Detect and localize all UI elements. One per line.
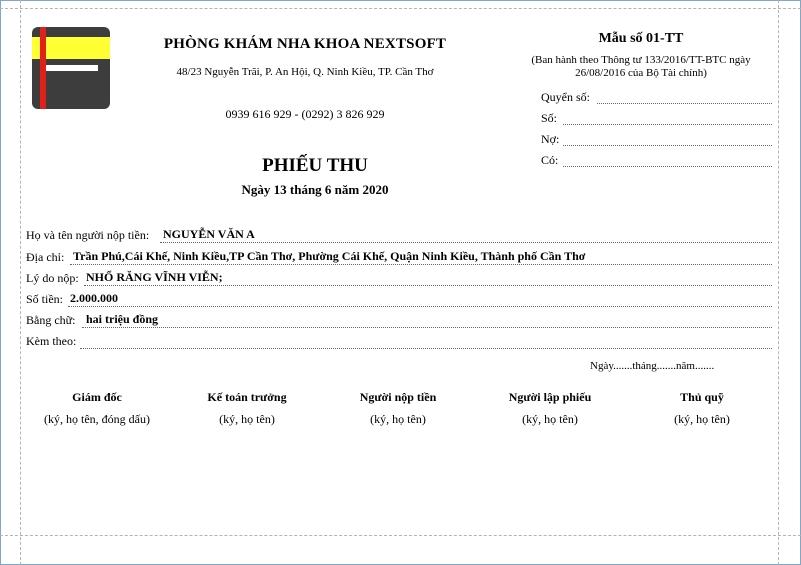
signature-date: Ngày.......tháng.......năm....... (590, 360, 715, 372)
credit-row (541, 153, 772, 169)
payer-row (26, 226, 772, 244)
debit-line (563, 145, 772, 146)
signature-instruction: (ký, họ tên) (219, 412, 275, 426)
receipt-title: PHIẾU THU (262, 155, 368, 176)
reason-label: Lý do nộp: (26, 271, 79, 285)
form-regulation-note: (Ban hành theo Thông tư 133/2016/TT-BTC ngày 26/08/2016 của Bộ Tài chính) (531, 54, 751, 79)
address-row (26, 248, 772, 266)
amount-row (26, 290, 772, 308)
amount-in-words-value: hai triệu đồng (86, 312, 159, 326)
amount-in-words-row (26, 311, 772, 329)
signature-title: Người lập phiếu (508, 390, 592, 404)
attached-label: Kèm theo: (26, 334, 77, 348)
clinic-address: 48/23 Nguyễn Trãi, P. An Hội, Q. Ninh Kiều, TP. Cần Thơ (176, 66, 434, 78)
reason-value: NHỔ RĂNG VĨNH VIỄN; (86, 270, 223, 284)
address-line (70, 264, 772, 265)
form-code: Mẫu số 01-TT (598, 31, 684, 46)
signature-title: Kế toán trưởng (207, 390, 287, 404)
attached-row (26, 332, 772, 350)
signature-instruction: (ký, họ tên) (522, 412, 578, 426)
clinic-phone: 0939 616 929 - (0292) 3 826 929 (225, 107, 385, 121)
clinic-logo (32, 27, 110, 109)
amount-value: 2.000.000 (70, 291, 118, 305)
margin-guide-right (778, 0, 779, 565)
reason-line (84, 285, 772, 286)
signature-instruction: (ký, họ tên) (674, 412, 730, 426)
address-value: Trần Phú,Cái Khế, Ninh Kiều,TP Cần Thơ, Phường Cái Khế, Quận Ninh Kiều, Thành phố Cần Thơ (73, 249, 586, 263)
amount-line (68, 306, 772, 307)
attached-line (80, 348, 772, 349)
margin-guide-bottom (0, 535, 801, 536)
receipt-number-label: Số: (541, 111, 558, 125)
receipt-date: Ngày 13 tháng 6 năm 2020 (241, 182, 389, 197)
payer-label: Họ và tên người nộp tiền: (26, 228, 150, 242)
book-number-line (597, 103, 772, 104)
amount-in-words-label: Bằng chữ: (26, 313, 76, 327)
signature-title: Thủ quỹ (680, 390, 724, 404)
reason-row (26, 269, 772, 287)
signature-instruction: (ký, họ tên) (370, 412, 426, 426)
amount-in-words-line (82, 327, 772, 328)
payer-value: NGUYỄN VĂN A (163, 227, 255, 241)
receipt-number-line (563, 124, 772, 125)
book-number-label: Quyển số: (541, 90, 590, 104)
signature-title: Giám đốc (72, 390, 122, 404)
clinic-name: PHÒNG KHÁM NHA KHOA NEXTSOFT (163, 36, 447, 52)
signature-block-payer (328, 390, 468, 427)
amount-label: Số tiền: (26, 292, 64, 306)
book-number-row (541, 90, 772, 106)
debit-label: Nợ: (541, 132, 560, 146)
margin-guide-left (20, 0, 21, 565)
signature-block-chief-accountant (177, 390, 317, 427)
signature-block-cashier (632, 390, 772, 427)
signature-block-preparer (480, 390, 620, 427)
debit-row (541, 132, 772, 148)
signature-instruction: (ký, họ tên, đóng dấu) (44, 412, 150, 426)
credit-label: Có: (541, 153, 559, 167)
payer-line (160, 242, 772, 243)
margin-guide-top (0, 8, 801, 9)
address-label: Địa chỉ: (26, 250, 65, 264)
signature-title: Người nộp tiền (359, 390, 437, 404)
signature-block-director (27, 390, 167, 427)
credit-line (563, 166, 772, 167)
receipt-number-row (541, 111, 772, 127)
